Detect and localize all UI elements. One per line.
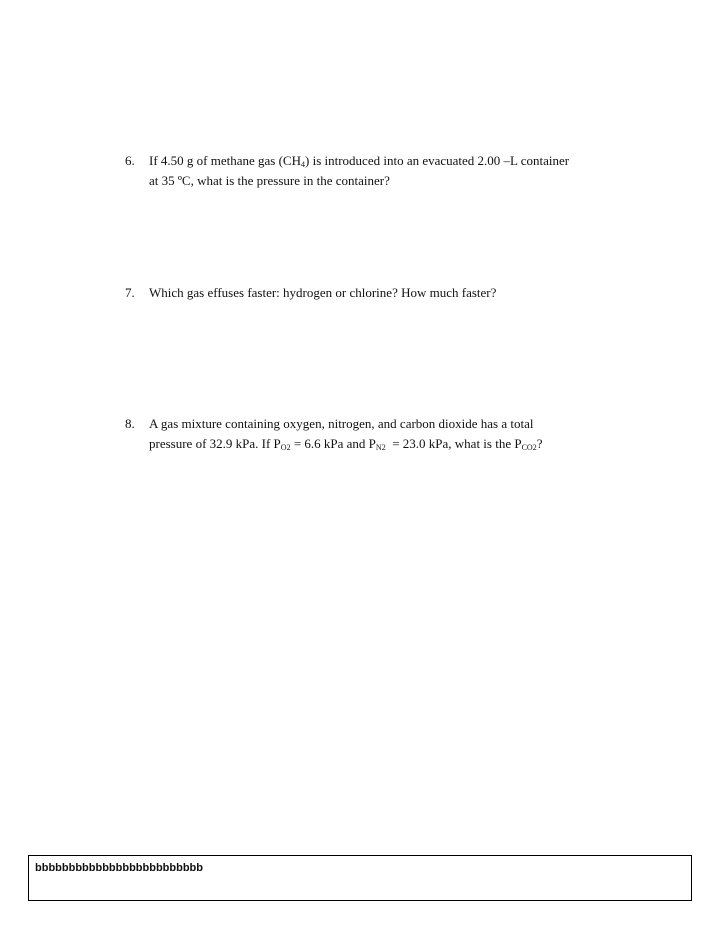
text-segment: = 23.0 kPa, what is the P (385, 436, 522, 451)
question-text-line-1: Which gas effuses faster: hydrogen or chlorine? How much faster? (149, 285, 497, 300)
question-8 (125, 414, 645, 454)
footer-text: bbbbbbbbbbbbbbbbbbbbbbbbb (35, 862, 203, 874)
question-text-line-2: at 35 ºC, what is the pressure in the container? (149, 173, 390, 188)
subscript: CO2 (521, 443, 537, 452)
question-text-line-1 (125, 151, 645, 171)
question-number: 8. (125, 416, 135, 431)
footer-box (28, 855, 692, 901)
text-segment: ) is introduced into an evacuated 2.00 –L container (305, 153, 570, 168)
question-number: 6. (125, 153, 135, 168)
subscript: 4 (301, 160, 305, 169)
question-6 (125, 151, 645, 191)
question-number: 7. (125, 285, 135, 300)
question-text-line-1: A gas mixture containing oxygen, nitrogen, and carbon dioxide has a total (149, 416, 534, 431)
subscript: N2 (375, 443, 386, 452)
text-segment: ? (536, 436, 543, 451)
question-text-line-2 (125, 434, 645, 454)
subscript: O2 (280, 443, 291, 452)
text-segment: pressure of 32.9 kPa. If P (149, 436, 281, 451)
question-7 (125, 283, 645, 303)
text-segment: If 4.50 g of methane gas (CH (149, 153, 301, 168)
text-segment: = 6.6 kPa and P (290, 436, 376, 451)
